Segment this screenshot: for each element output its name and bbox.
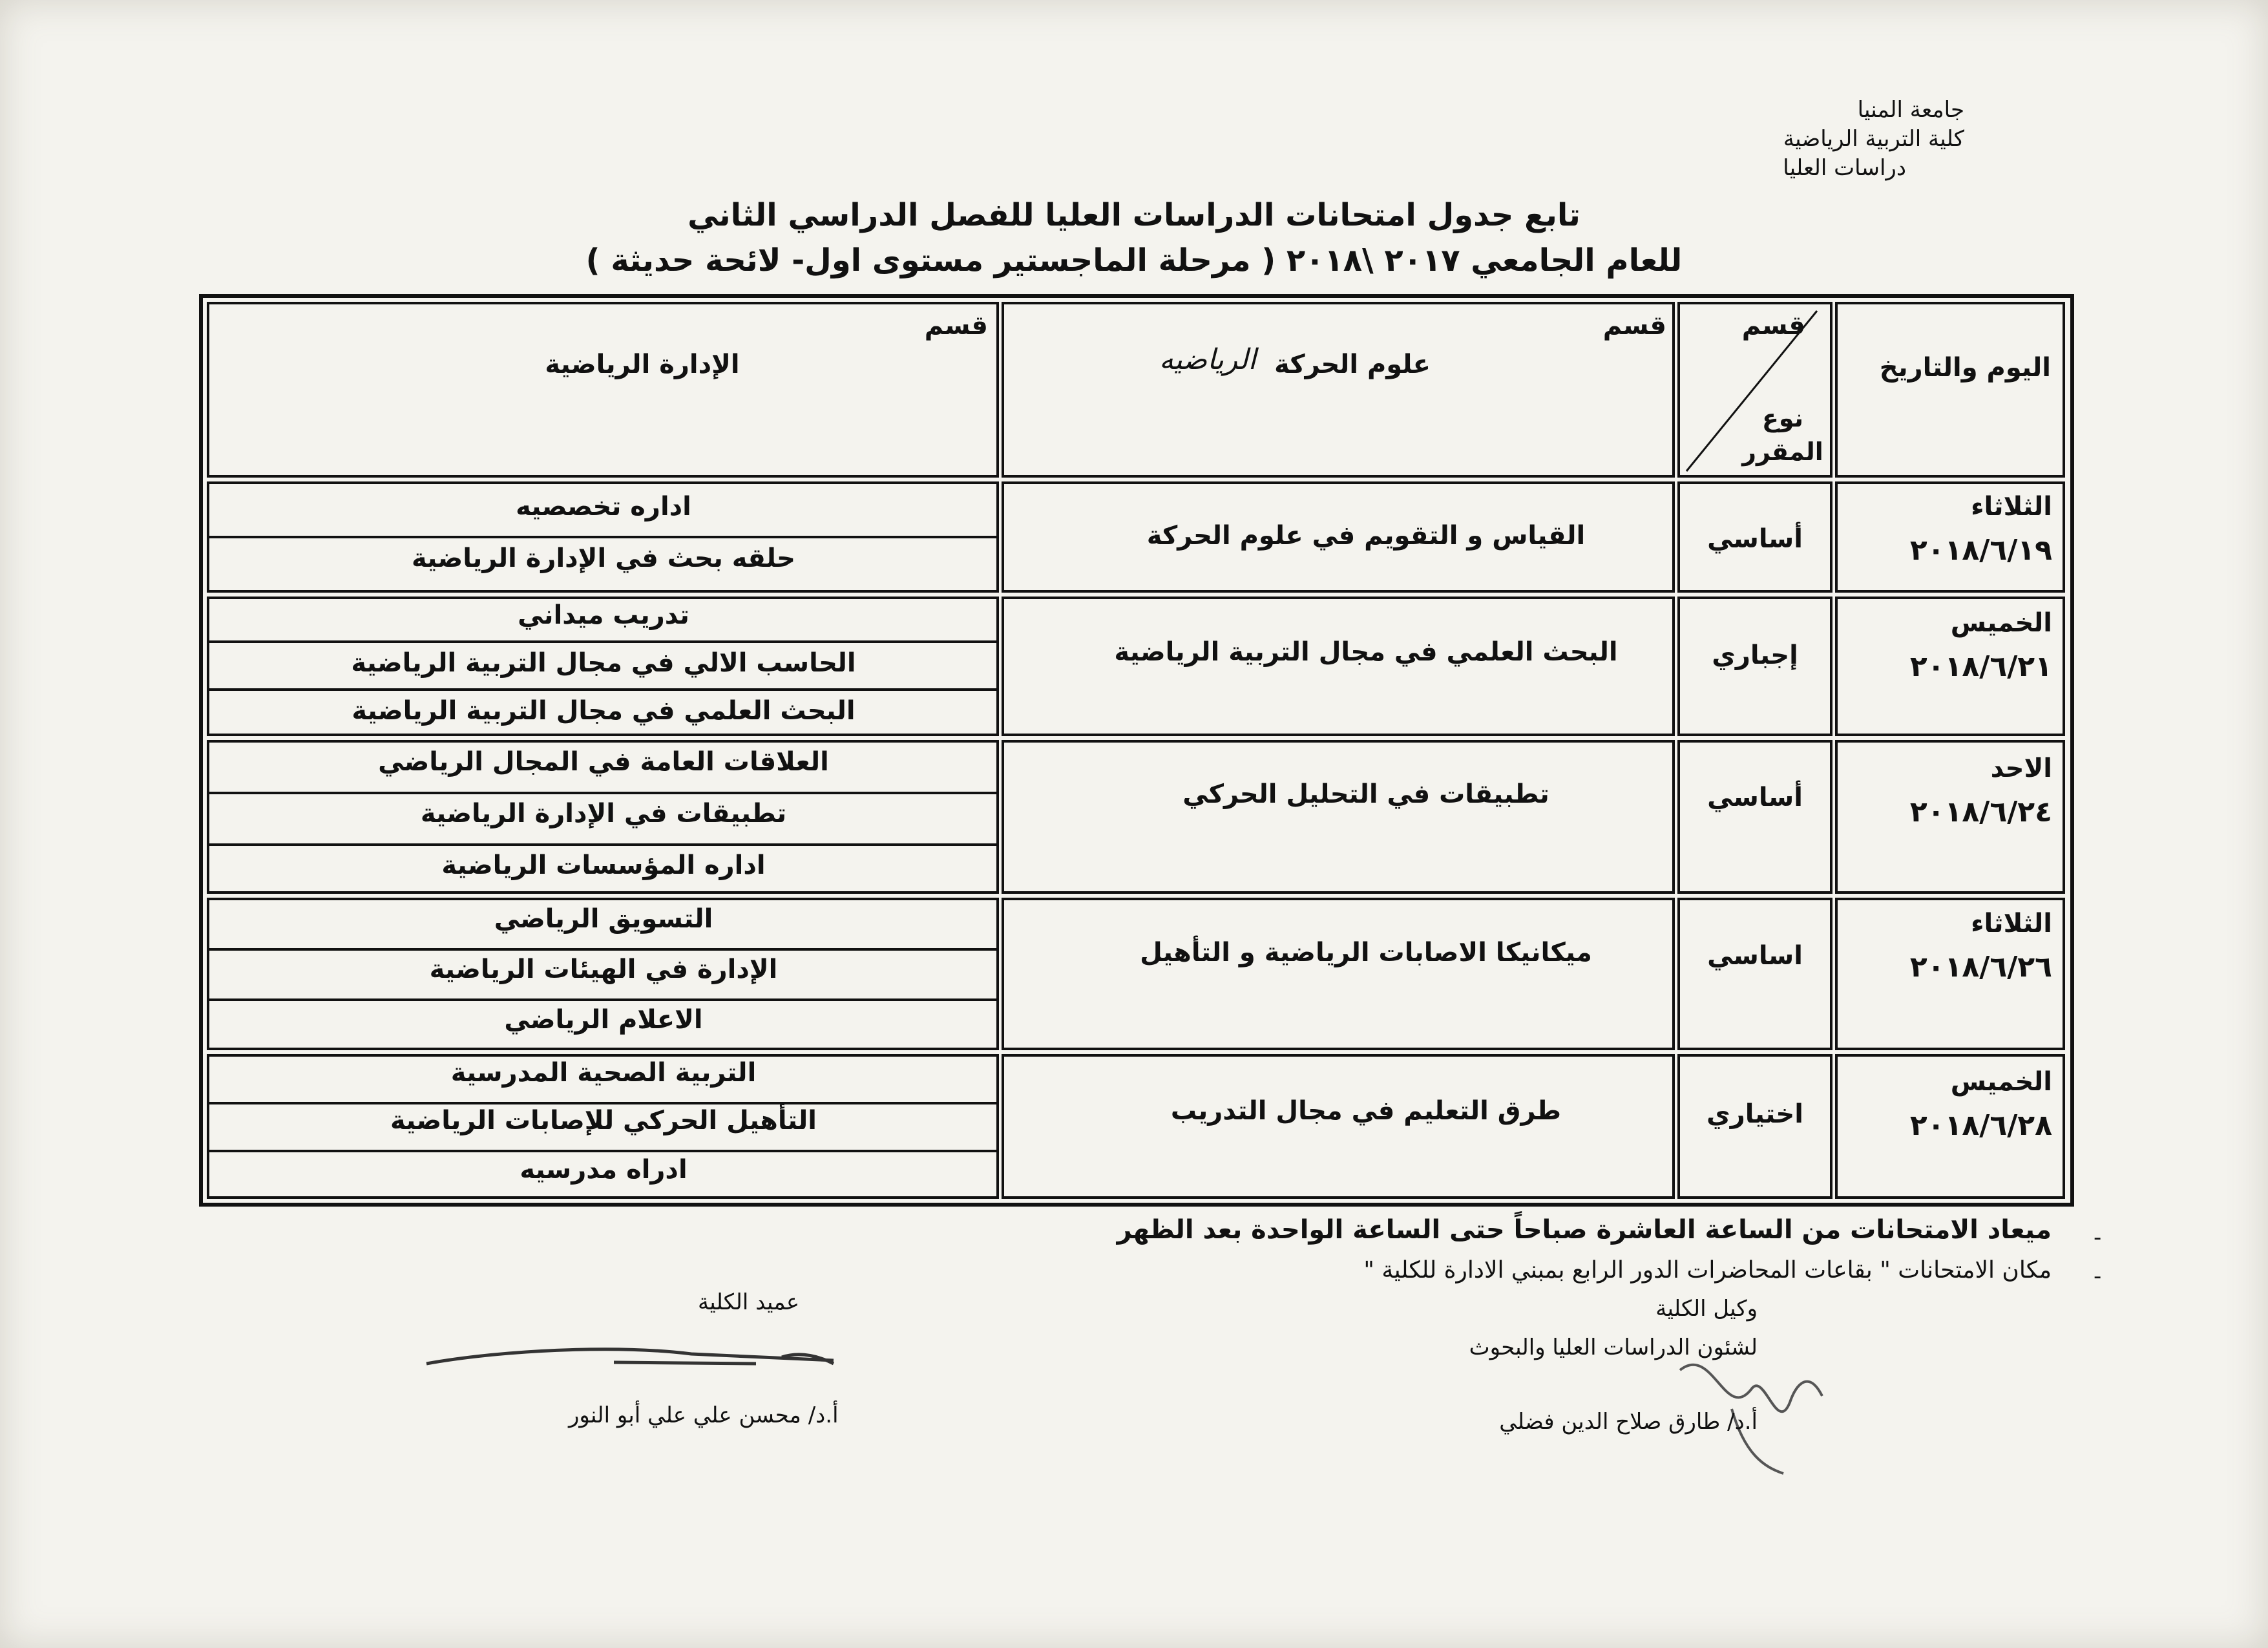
row5-admin-item: ادراه مدرسيه [520, 1155, 688, 1185]
page-subtitle: للعام الجامعي ٢٠١٧ \٢٠١٨ ( مرحلة الماجستير مستوى اول- لائحة حديثة ) [585, 242, 1683, 279]
row4-date: ٢٠١٨/٦/٢٦ [1909, 951, 2052, 984]
header-day-cell [1835, 302, 2065, 478]
row1-course-type: أساسي [1707, 524, 1803, 554]
row2-movement-course: البحث العلمي في مجال التربية الرياضية [1114, 637, 1618, 667]
vice-dean-name: أ.د/ طارق صلاح الدين فضلي [1499, 1409, 1758, 1435]
vice-dean-signature [1654, 1331, 1848, 1480]
exam-table [199, 294, 2074, 1207]
header-type-dept-label: قسم [1741, 311, 1805, 341]
row3-movement-cell [1002, 740, 1675, 894]
dean-name: أ.د/ محسن علي علي أبو النور [569, 1402, 839, 1428]
row3-date: ٢٠١٨/٦/٢٤ [1909, 796, 2052, 829]
university-name: جامعة المنيا [1857, 97, 1964, 123]
row3-admin-item: اداره المؤسسات الرياضية [441, 850, 766, 880]
row2-course-type: إجباري [1712, 640, 1798, 670]
department-name: دراسات العليا [1783, 155, 1906, 181]
row1-movement-course: القياس و التقويم في علوم الحركة [1146, 521, 1586, 551]
dean-signature [420, 1325, 872, 1389]
row5-admin-item: التأهيل الحركي للإصابات الرياضية [390, 1106, 817, 1136]
row1-date: ٢٠١٨/٦/١٩ [1909, 534, 2052, 567]
row2-date: ٢٠١٨/٦/٢١ [1909, 650, 2052, 683]
row4-admin-item: الاعلام الرياضي [504, 1005, 703, 1035]
header-admin-dept-label: قسم [924, 311, 988, 341]
header-movement-cell [1002, 302, 1675, 478]
row5-day: الخميس [1950, 1067, 2052, 1097]
row5-admin-item: التربية الصحية المدرسية [450, 1058, 757, 1088]
header-admin-title: الإدارة الرياضية [545, 350, 740, 379]
dean-title: عميد الكلية [698, 1289, 800, 1315]
row5-movement-course: طرق التعليم في مجال التدريب [1170, 1096, 1562, 1126]
row4-day: الثلاثاء [1971, 909, 2052, 938]
row4-movement-course: ميكانيكا الاصابات الرياضية و التأهيل [1140, 938, 1592, 967]
row4-admin-item: الإدارة في الهيئات الرياضية [429, 955, 778, 984]
header-day-date: اليوم والتاريخ [1879, 353, 2051, 383]
vice-dean-subtitle: لشئون الدراسات العليا والبحوث [1469, 1335, 1758, 1360]
row2-admin-item: الحاسب الالي في مجال التربية الرياضية [351, 648, 856, 678]
row3-course-type: أساسي [1707, 783, 1803, 812]
header-movement-handwritten: الرياضيه [1159, 343, 1256, 376]
note-bullet: - [2094, 1225, 2102, 1251]
row4-movement-cell [1002, 898, 1675, 1050]
row2-admin-item: البحث العلمي في مجال التربية الرياضية [352, 696, 856, 726]
row3-type-cell [1677, 740, 1832, 894]
row2-admin-item: تدريب ميداني [518, 600, 689, 630]
exam-time-note: ميعاد الامتحانات من الساعة العاشرة صباحاً حتى الساعة الواحدة بعد الظهر [1117, 1215, 2052, 1245]
header-course-type: نوع المقرر [1742, 404, 1823, 466]
page-title: تابع جدول امتحانات الدراسات العليا للفصل الدراسي الثاني [688, 197, 1580, 233]
row4-admin-item: التسويق الرياضي [494, 904, 713, 934]
header-movement-dept-label: قسم [1602, 311, 1666, 341]
row5-date: ٢٠١٨/٦/٢٨ [1909, 1109, 2052, 1142]
row5-movement-cell [1002, 1054, 1675, 1199]
row2-day: الخميس [1950, 608, 2052, 638]
row3-day: الاحد [1990, 754, 2052, 783]
row1-admin-item: حلقه بحث في الإدارة الرياضية [411, 544, 796, 573]
note-bullet: - [2094, 1263, 2102, 1289]
row3-movement-course: تطبيقات في التحليل الحركي [1182, 779, 1549, 809]
row1-admin-item: اداره تخصصيه [516, 492, 691, 522]
row4-type-cell [1677, 898, 1832, 1050]
row3-admin-item: العلاقات العامة في المجال الرياضي [378, 747, 829, 777]
header-admin-cell [207, 302, 999, 478]
faculty-name: كلية التربية الرياضية [1783, 126, 1964, 152]
row1-day: الثلاثاء [1971, 492, 2052, 522]
vice-dean-title: وكيل الكلية [1655, 1296, 1758, 1322]
row3-admin-item: تطبيقات في الإدارة الرياضية [420, 799, 787, 829]
row5-course-type: اختياري [1706, 1099, 1803, 1129]
header-movement-title: علوم الحركة [1274, 350, 1431, 379]
exam-place-note: مكان الامتحانات " بقاعات المحاضرات الدور الرابع بمبني الادارة للكلية " [1363, 1257, 2052, 1284]
row4-course-type: اساسي [1707, 941, 1803, 971]
